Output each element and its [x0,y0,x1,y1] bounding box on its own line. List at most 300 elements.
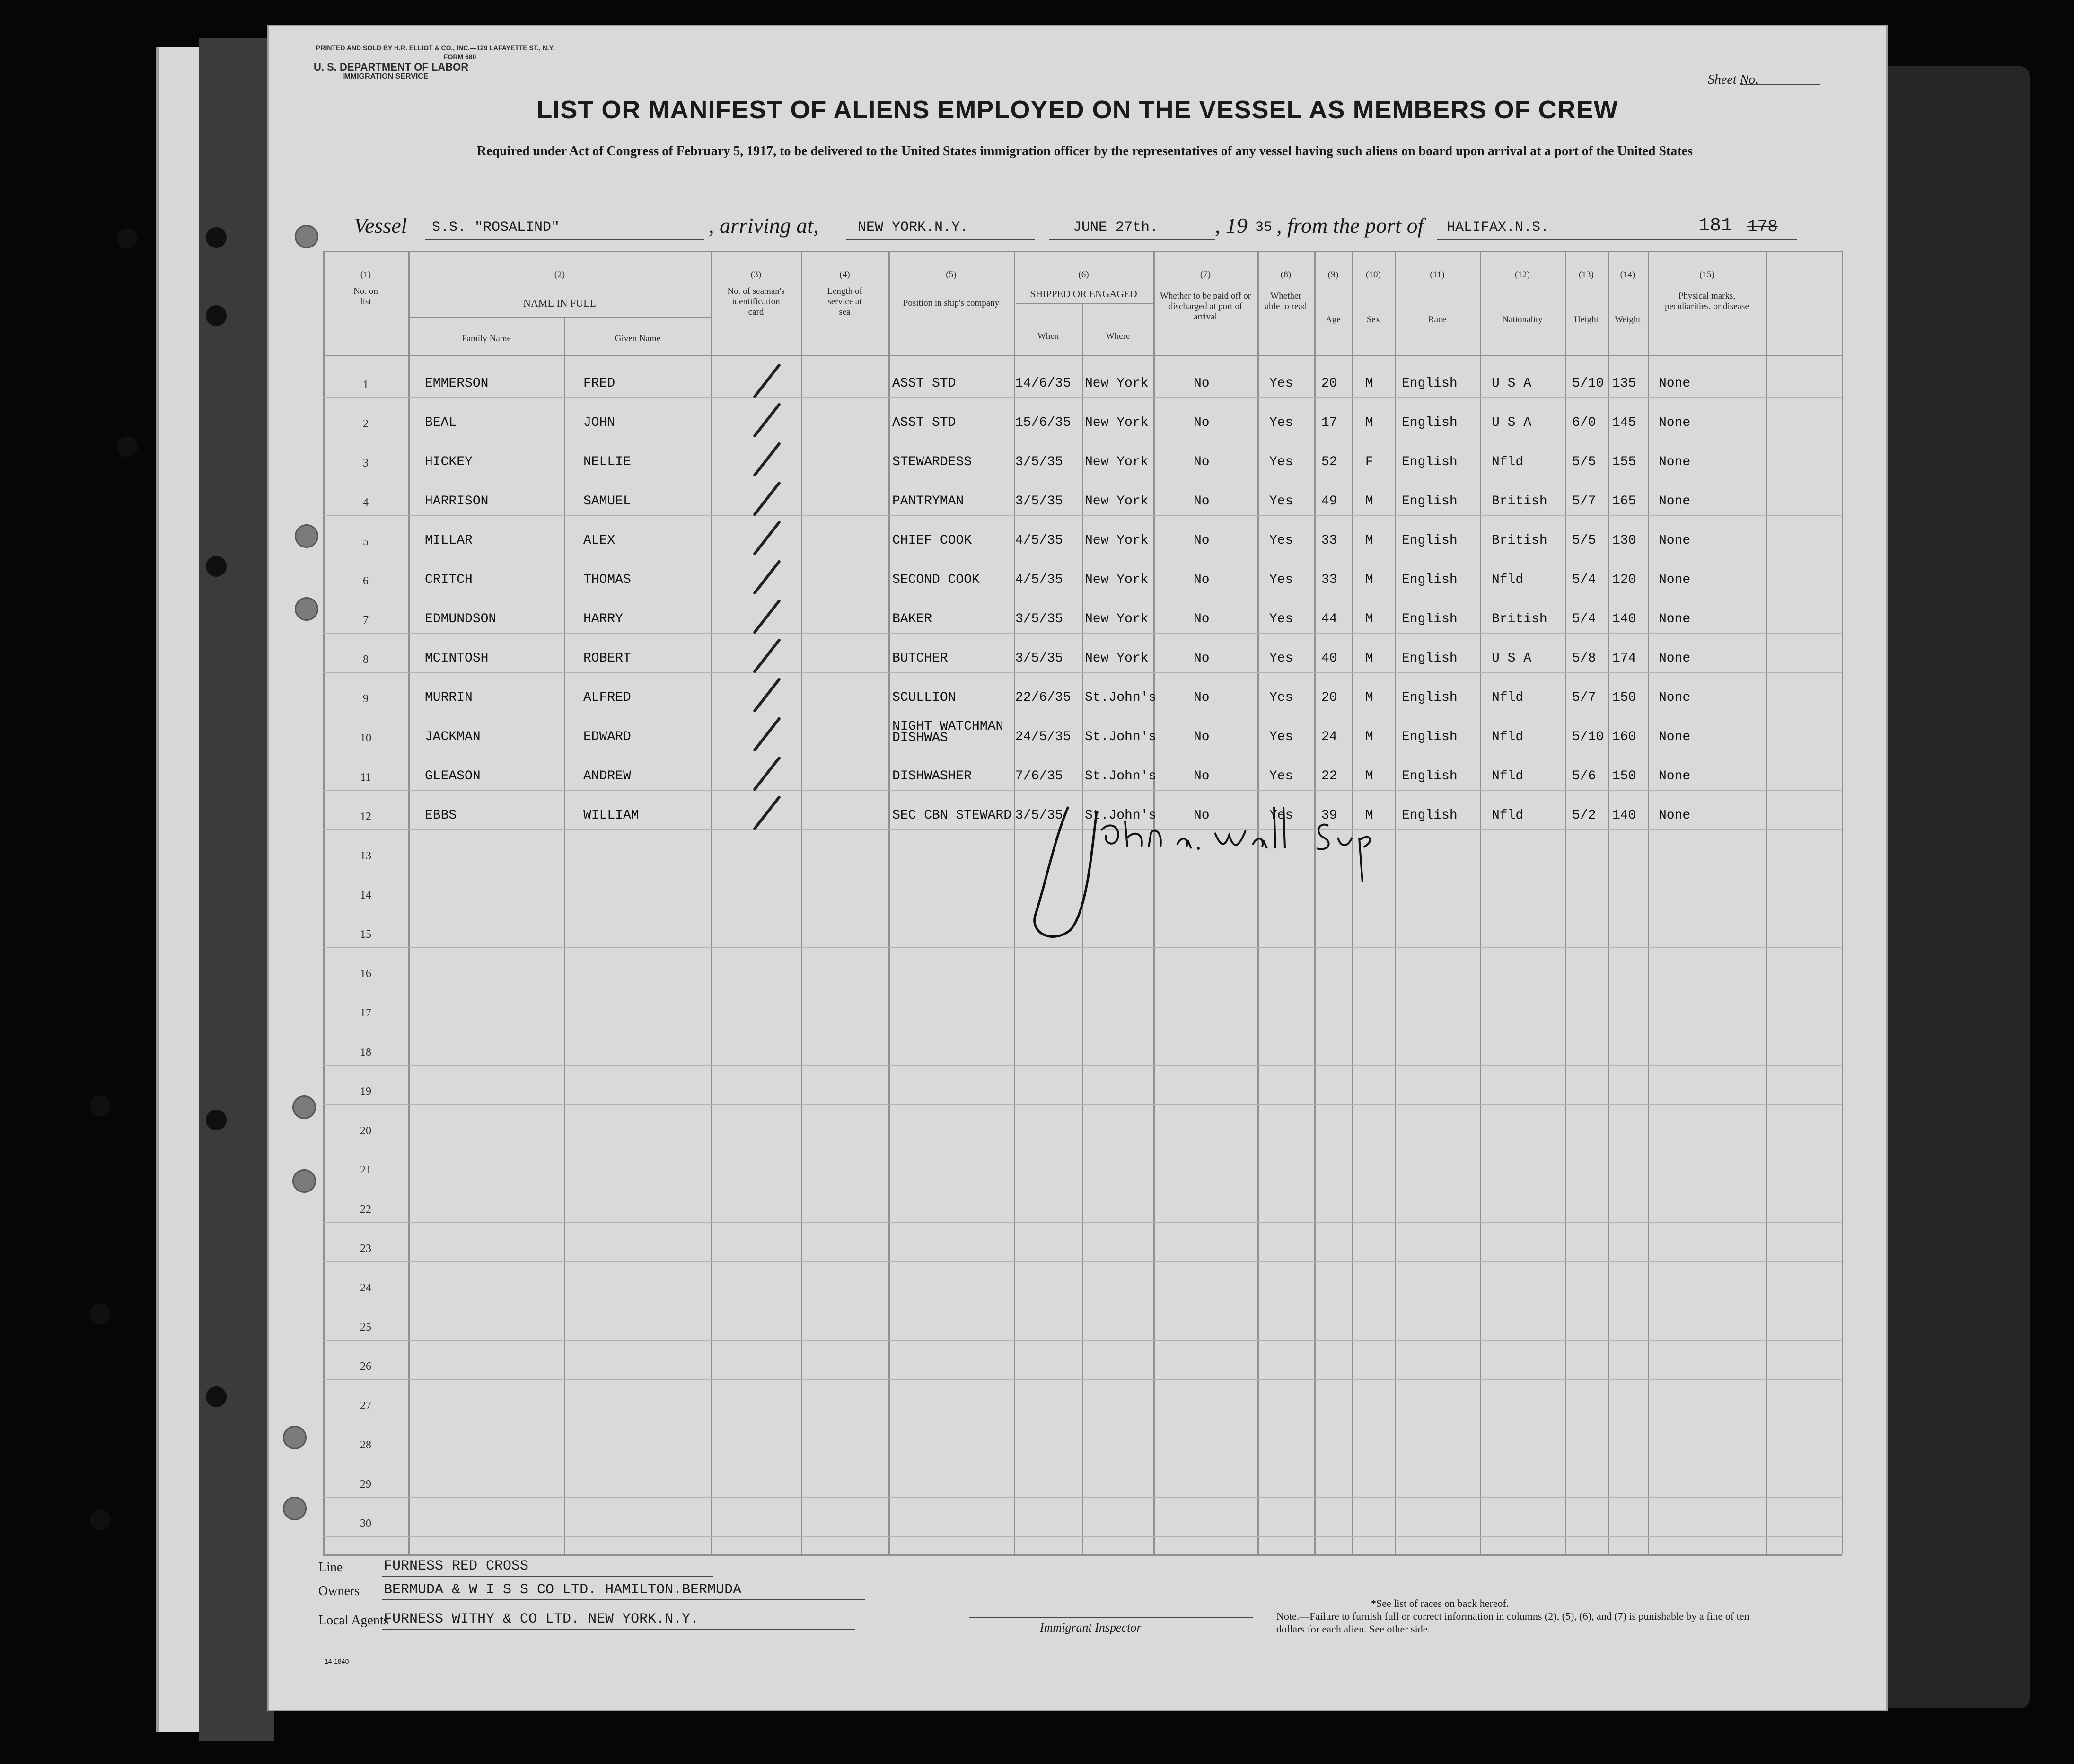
height-cell: 5/2 [1572,808,1596,823]
row-number: 5 [363,536,369,548]
marks-cell: None [1659,376,1691,391]
col-family-header: Family Name [462,334,511,344]
shipped-date-cell: 7/6/35 [1015,769,1063,784]
line-value: FURNESS RED CROSS [384,1558,529,1574]
height-cell: 6/0 [1572,415,1596,430]
nationality-cell: U S A [1492,415,1532,430]
position-cell: ASST STD [892,415,956,430]
row-number: 21 [360,1164,371,1176]
col-marks-header: Physical marks, peculiarities, or disease [1665,291,1749,311]
able-to-read-cell: Yes [1269,415,1293,430]
able-to-read-cell: Yes [1269,573,1293,587]
binder-hole [117,436,138,457]
marks-cell: None [1659,573,1691,587]
row-rule [323,633,1842,634]
able-to-read-cell: Yes [1269,494,1293,509]
given-name-cell: FRED [583,376,615,391]
row-number: 11 [360,771,371,784]
family-name-cell: EBBS [425,808,457,823]
row-number: 20 [360,1125,371,1137]
position-cell: NIGHT WATCHMAN [892,719,1004,734]
shipped-place-cell: New York [1085,415,1149,430]
able-to-read-cell: Yes [1269,730,1293,744]
from-port-label: , from the port of [1276,213,1424,238]
card-check-mark [753,403,781,438]
marks-cell: None [1659,651,1691,666]
binder-hole [206,305,227,326]
family-name-cell: MILLAR [425,533,473,548]
position-cell: BAKER [892,612,932,626]
family-name-cell: CRITCH [425,573,473,587]
fine-note: Note.—Failure to furnish full or correct information in columns (2), (5), (6), and (7) is punishable by a fine of ten dollars for each alien. See other side. [1276,1610,1749,1635]
age-cell: 17 [1321,415,1337,430]
shipped-date-cell: 22/6/35 [1015,690,1071,705]
nationality-cell: British [1492,494,1547,509]
nationality-cell: U S A [1492,651,1532,666]
col-shipped-header: SHIPPED OR ENGAGED [1030,288,1137,300]
col-given-header: Given Name [615,334,661,344]
paid-off-cell: No [1194,455,1210,469]
binder-strip [156,47,204,1732]
weight-cell: 145 [1612,415,1636,430]
vessel-info-row [269,213,1886,246]
card-check-mark [753,756,781,792]
paid-off-cell: No [1194,730,1210,744]
printer-credit: PRINTED AND SOLD BY H.R. ELLIOT & CO., INC.—129 LAFAYETTE ST., N.Y. [316,44,555,52]
col-weight-header: Weight [1615,315,1641,325]
given-name-cell: NELLIE [583,455,631,469]
row-number: 13 [360,850,371,862]
marks-cell: None [1659,730,1691,744]
given-name-cell: SAMUEL [583,494,631,509]
able-to-read-cell: Yes [1269,808,1293,823]
given-name-cell: HARRY [583,612,624,626]
binder-hole [90,1304,111,1324]
age-cell: 52 [1321,455,1337,469]
race-cell: English [1402,415,1458,430]
nationality-cell: U S A [1492,376,1532,391]
shipped-date-cell: 3/5/35 [1015,612,1063,626]
col-name-number: (2) [554,270,565,280]
given-name-cell: JOHN [583,415,615,430]
row-rule [323,515,1842,516]
row-rule [323,1497,1842,1498]
row-number: 28 [360,1439,371,1451]
card-check-mark [753,520,781,556]
nationality-cell: Nfld [1492,730,1524,744]
shipped-date-cell: 3/5/35 [1015,808,1063,823]
height-cell: 5/4 [1572,612,1596,626]
shipped-date-cell: 24/5/35 [1015,730,1071,744]
row-number: 14 [360,889,371,901]
owners-value: BERMUDA & W I S S CO LTD. HAMILTON.BERMUDA [384,1582,742,1598]
row-number: 22 [360,1203,371,1216]
nationality-cell: Nfld [1492,769,1524,784]
paid-off-cell: No [1194,494,1210,509]
owners-label: Owners [318,1584,360,1598]
shipped-date-cell: 3/5/35 [1015,651,1063,666]
arriving-label: , arriving at, [709,213,819,238]
struck-sheet-number: 178 [1747,217,1778,237]
family-name-cell: BEAL [425,415,457,430]
sex-cell: M [1365,612,1373,626]
col-name-header: NAME IN FULL [523,297,596,309]
punch-hole [295,524,318,548]
sex-cell: M [1365,533,1373,548]
marks-cell: None [1659,769,1691,784]
binder-hole [206,227,227,248]
row-number: 4 [363,496,369,509]
race-cell: English [1402,494,1458,509]
col-where-header: Where [1106,331,1130,341]
weight-cell: 140 [1612,612,1636,626]
age-cell: 39 [1321,808,1337,823]
paid-off-cell: No [1194,690,1210,705]
nationality-cell: Nfld [1492,573,1524,587]
weight-cell: 150 [1612,769,1636,784]
family-name-cell: MURRIN [425,690,473,705]
marks-cell: None [1659,690,1691,705]
row-rule [323,672,1842,673]
col-shipped-number: (6) [1078,270,1089,280]
signature [1026,793,1428,953]
col-weight-number: (14) [1620,270,1635,280]
shipped-place-cell: St.John's [1085,690,1157,705]
row-number: 19 [360,1085,371,1098]
shipped-place-cell: New York [1085,651,1149,666]
family-name-cell: JACKMAN [425,730,481,744]
paid-off-cell: No [1194,651,1210,666]
row-rule [323,1379,1842,1380]
card-check-mark [753,795,781,831]
age-cell: 33 [1321,533,1337,548]
footer-note [1276,1597,1749,1635]
race-cell: English [1402,808,1458,823]
service-name: IMMIGRATION SERVICE [342,72,429,80]
row-rule [323,1222,1842,1223]
weight-cell: 140 [1612,808,1636,823]
weight-cell: 130 [1612,533,1636,548]
able-to-read-cell: Yes [1269,455,1293,469]
able-to-read-cell: Yes [1269,612,1293,626]
punch-hole [283,1426,307,1449]
sex-cell: M [1365,415,1373,430]
paid-off-cell: No [1194,415,1210,430]
able-to-read-cell: Yes [1269,376,1293,391]
department-name: U. S. DEPARTMENT OF LABOR [314,61,469,73]
paid-off-cell: No [1194,573,1210,587]
weight-cell: 174 [1612,651,1636,666]
height-cell: 5/7 [1572,494,1596,509]
weight-cell: 120 [1612,573,1636,587]
row-number: 3 [363,457,369,469]
row-number: 27 [360,1400,371,1412]
position-cell: STEWARDESS [892,455,972,469]
underlying-page [1873,66,2030,1708]
card-check-mark [753,560,781,595]
punch-hole [295,597,318,621]
paid-off-cell: No [1194,808,1210,823]
row-number: 8 [363,653,369,666]
paid-off-cell: No [1194,769,1210,784]
vessel-underline [425,239,704,240]
able-to-read-cell: Yes [1269,769,1293,784]
overtyped-position: DISHWAS [892,731,948,745]
col-height-header: Height [1574,315,1599,325]
col-race-header: Race [1428,315,1446,325]
col-nationality-number: (12) [1515,270,1530,280]
line-underline [382,1576,713,1577]
col-paid-header: Whether to be paid off or discharged at port of arrival [1160,291,1251,322]
vessel-label: Vessel [354,213,407,238]
sex-cell: M [1365,651,1373,666]
card-check-mark [753,599,781,635]
vessel-name: S.S. "ROSALIND" [432,220,560,236]
family-name-cell: EMMERSON [425,376,489,391]
departure-port: HALIFAX.N.S. [1447,220,1549,236]
card-check-mark [753,442,781,477]
age-cell: 20 [1321,690,1337,705]
shipped-date-cell: 3/5/35 [1015,455,1063,469]
row-rule [323,1536,1842,1537]
sheet-number-line [1740,84,1820,85]
col-no-header: No. on list [353,286,378,307]
inspector-label: Immigrant Inspector [1040,1621,1142,1634]
binder-hole [117,228,138,249]
shipped-date-cell: 4/5/35 [1015,573,1063,587]
year-prefix: , 19 [1215,213,1248,238]
row-number: 9 [363,693,369,705]
able-to-read-cell: Yes [1269,533,1293,548]
card-check-mark [753,363,781,399]
page-subtitle: Required under Act of Congress of February 5, 1917, to be delivered to the United States immigration officer by the representatives of any vessel having such aliens on board upon arrival at a port of the United States [477,144,1693,159]
agents-value: FURNESS WITHY & CO LTD. NEW YORK.N.Y. [384,1611,699,1627]
nationality-cell: Nfld [1492,808,1524,823]
given-name-cell: ALFRED [583,690,631,705]
weight-cell: 160 [1612,730,1636,744]
position-cell: DISHWASHER [892,769,972,784]
row-rule [323,1065,1842,1066]
agents-label: Local Agents [318,1613,389,1628]
sex-cell: M [1365,494,1373,509]
col-sex-number: (10) [1366,270,1381,280]
binder-hole [90,1095,111,1116]
sex-cell: F [1365,455,1373,469]
sex-cell: M [1365,690,1373,705]
marks-cell: None [1659,612,1691,626]
owners-underline [382,1599,865,1600]
col-card-number: (3) [750,270,762,280]
form-code: 14-1840 [325,1658,349,1665]
row-rule [323,397,1842,398]
row-number: 6 [363,575,369,587]
able-to-read-cell: Yes [1269,690,1293,705]
sex-cell: M [1365,808,1373,823]
binder-hole [206,1110,227,1130]
row-rule [323,1261,1842,1262]
age-cell: 44 [1321,612,1337,626]
shipped-place-cell: New York [1085,533,1149,548]
shipped-date-cell: 15/6/35 [1015,415,1071,430]
row-number: 26 [360,1360,371,1373]
family-name-cell: EDMUNDSON [425,612,497,626]
col-when-header: When [1037,331,1059,341]
sex-cell: M [1365,376,1373,391]
shipped-date-cell: 14/6/35 [1015,376,1071,391]
height-cell: 5/10 [1572,376,1604,391]
height-cell: 5/7 [1572,690,1596,705]
height-cell: 5/5 [1572,533,1596,548]
marks-cell: None [1659,494,1691,509]
col-card-header: No. of seaman's identification card [727,286,785,317]
nationality-cell: Nfld [1492,690,1524,705]
punch-hole [283,1497,307,1520]
weight-cell: 135 [1612,376,1636,391]
shipped-place-cell: St.John's [1085,730,1157,744]
race-cell: English [1402,533,1458,548]
year-suffix: 35 [1255,220,1273,236]
row-number: 10 [360,732,371,744]
sex-cell: M [1365,769,1373,784]
age-cell: 33 [1321,573,1337,587]
nationality-cell: British [1492,533,1547,548]
height-cell: 5/10 [1572,730,1604,744]
line-label: Line [318,1560,343,1575]
position-cell: BUTCHER [892,651,948,666]
race-cell: English [1402,455,1458,469]
paid-off-cell: No [1194,376,1210,391]
row-number: 29 [360,1478,371,1491]
given-name-cell: ALEX [583,533,615,548]
row-number: 18 [360,1046,371,1058]
row-number: 24 [360,1282,371,1294]
col-read-header: Whether able to read [1265,291,1307,311]
paid-off-cell: No [1194,612,1210,626]
race-cell: English [1402,651,1458,666]
card-check-mark [753,678,781,713]
given-name-cell: ROBERT [583,651,631,666]
form-number: FORM 680 [444,53,476,61]
col-position-header: Position in ship's company [903,298,1000,308]
col-age-number: (9) [1327,270,1339,280]
weight-cell: 150 [1612,690,1636,705]
nationality-cell: Nfld [1492,455,1524,469]
marks-cell: None [1659,415,1691,430]
race-cell: English [1402,769,1458,784]
marks-cell: None [1659,533,1691,548]
given-name-cell: WILLIAM [583,808,639,823]
arrival-date: JUNE 27th. [1073,220,1159,236]
binder-hole [90,1509,111,1530]
col-height-number: (13) [1579,270,1594,280]
agents-underline [382,1629,855,1630]
row-rule [323,1104,1842,1105]
races-note: *See list of races on back hereof. [1371,1597,1509,1609]
height-cell: 5/6 [1572,769,1596,784]
row-number: 12 [360,811,371,823]
shipped-date-cell: 3/5/35 [1015,494,1063,509]
race-cell: English [1402,612,1458,626]
shipped-place-cell: New York [1085,573,1149,587]
shipped-place-cell: New York [1085,494,1149,509]
race-cell: English [1402,730,1458,744]
col-service-number: (4) [839,270,850,280]
position-cell: ASST STD [892,376,956,391]
row-number: 7 [363,614,369,626]
position-cell: SECOND COOK [892,573,980,587]
col-nationality-header: Nationality [1502,315,1543,325]
able-to-read-cell: Yes [1269,651,1293,666]
race-cell: English [1402,573,1458,587]
position-cell: CHIEF COOK [892,533,972,548]
row-number: 17 [360,1007,371,1019]
row-rule [323,790,1842,791]
sex-cell: M [1365,730,1373,744]
age-cell: 24 [1321,730,1337,744]
given-name-cell: EDWARD [583,730,631,744]
arrival-underline [846,239,1035,240]
departure-underline [1437,239,1797,240]
race-cell: English [1402,376,1458,391]
paid-off-cell: No [1194,533,1210,548]
date-underline [1049,239,1215,240]
punch-hole [292,1095,316,1119]
sex-cell: M [1365,573,1373,587]
arrival-port: NEW YORK.N.Y. [858,220,969,236]
row-rule [323,1340,1842,1341]
col-race-number: (11) [1430,270,1445,280]
row-number: 30 [360,1517,371,1530]
height-cell: 5/8 [1572,651,1596,666]
binder-hole [206,556,227,577]
shipped-date-cell: 4/5/35 [1015,533,1063,548]
age-cell: 20 [1321,376,1337,391]
sheet-stamp-number: 181 [1698,215,1733,237]
shipped-place-cell: New York [1085,612,1149,626]
row-number: 2 [363,418,369,430]
card-check-mark [753,717,781,752]
row-number: 15 [360,928,371,941]
binder-edge [199,38,274,1741]
col-read-number: (8) [1280,270,1292,280]
inspector-line [969,1617,1253,1618]
col-sex-header: Sex [1366,315,1380,325]
race-cell: English [1402,690,1458,705]
shipped-place-cell: St.John's [1085,808,1157,823]
sheet-number-label: Sheet No. [1708,72,1759,87]
col-position-number: (5) [946,270,957,280]
page-title: LIST OR MANIFEST OF ALIENS EMPLOYED ON THE VESSEL AS MEMBERS OF CREW [536,96,1618,124]
marks-cell: None [1659,808,1691,823]
height-cell: 5/4 [1572,573,1596,587]
position-cell: SEC CBN STEWARD [892,808,1012,823]
row-number: 25 [360,1321,371,1333]
shipped-place-cell: New York [1085,376,1149,391]
col-paid-number: (7) [1200,270,1211,280]
col-service-header: Length of service at sea [827,286,862,317]
height-cell: 5/5 [1572,455,1596,469]
card-check-mark [753,638,781,674]
col-no-number: (1) [360,270,371,280]
row-number: 1 [363,379,369,391]
given-name-cell: THOMAS [583,573,631,587]
age-cell: 22 [1321,769,1337,784]
family-name-cell: HARRISON [425,494,489,509]
col-age-header: Age [1326,315,1341,325]
col-marks-number: (15) [1699,270,1714,280]
shipped-place-cell: St.John's [1085,769,1157,784]
row-number: 16 [360,968,371,980]
